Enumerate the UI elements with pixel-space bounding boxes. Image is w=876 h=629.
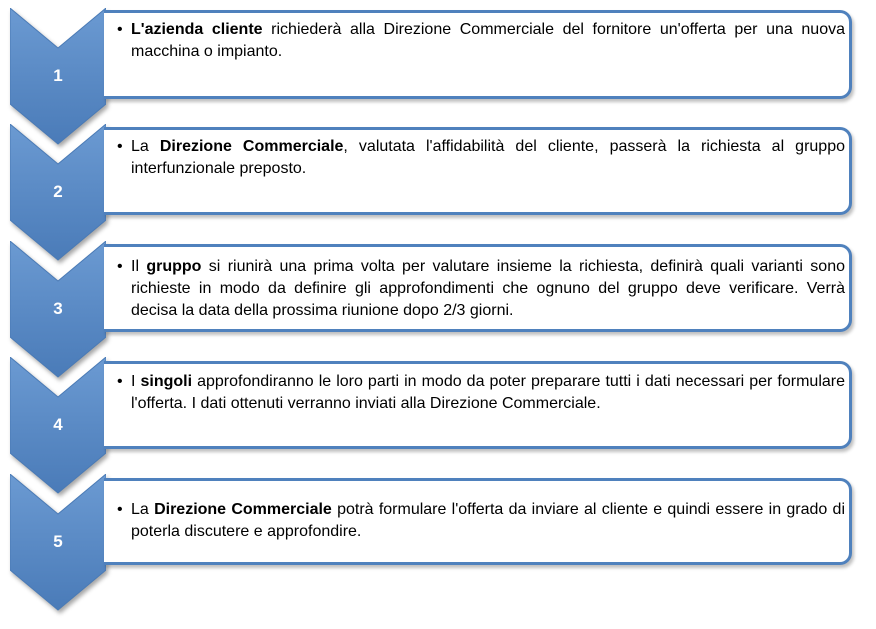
step-text-pre: Il <box>131 258 147 275</box>
step-text-bold: L'azienda cliente <box>131 21 263 38</box>
step-box <box>104 361 852 449</box>
step-text-bold: Direzione Commerciale <box>154 501 332 518</box>
step-text <box>117 136 845 180</box>
step-text-pre: La <box>131 138 160 155</box>
step-text <box>117 371 845 415</box>
step-box <box>104 478 852 565</box>
bullet-icon: • <box>117 373 123 390</box>
step-number: 3 <box>53 299 63 318</box>
bullet-icon: • <box>117 138 123 155</box>
step-text-pre: La <box>131 501 155 518</box>
step-text-post: si riunirà una prima volta per valutare insieme la richiesta, definirà quali varianti sono richieste in modo da definire gli approfondimenti che ognuno del gruppo deve verificare. Verrà decisa la data della prossima riunione dopo 2/3 giorni. <box>131 258 845 319</box>
step-box <box>104 127 852 215</box>
step-text-bold: singoli <box>140 373 193 390</box>
step-box <box>104 244 852 332</box>
step-text <box>117 499 845 543</box>
step-number: 2 <box>53 182 63 201</box>
step-text-post: approfondiranno le loro parti in modo da poter preparare tutti i dati necessari per formulare l'offerta. I dati ottenuti verranno inviati alla Direzione Commerciale. <box>131 373 845 412</box>
step-text <box>117 256 845 322</box>
step-text-bold: Direzione Commerciale <box>159 138 344 155</box>
step-text <box>117 19 845 63</box>
step-text-post: richiederà alla Direzione Commerciale del fornitore un'offerta per una nuova macchina o impianto. <box>131 21 845 60</box>
bullet-icon: • <box>117 258 123 275</box>
step-text-post: , valutata l'affidabilità del cliente, passerà la richiesta al gruppo interfunzionale preposto. <box>131 138 846 177</box>
step-text-pre: I <box>131 373 141 390</box>
step-text-bold: gruppo <box>146 258 202 275</box>
step-number: 1 <box>53 66 63 85</box>
step-chevron <box>10 474 106 614</box>
step-number: 5 <box>53 532 63 551</box>
bullet-icon: • <box>117 501 123 518</box>
step-box <box>104 10 852 99</box>
step-number: 4 <box>53 415 63 434</box>
bullet-icon: • <box>117 21 123 38</box>
step-text-post: potrà formulare l'offerta da inviare al cliente e quindi essere in grado di poterla discutere e approfondire. <box>131 501 845 540</box>
